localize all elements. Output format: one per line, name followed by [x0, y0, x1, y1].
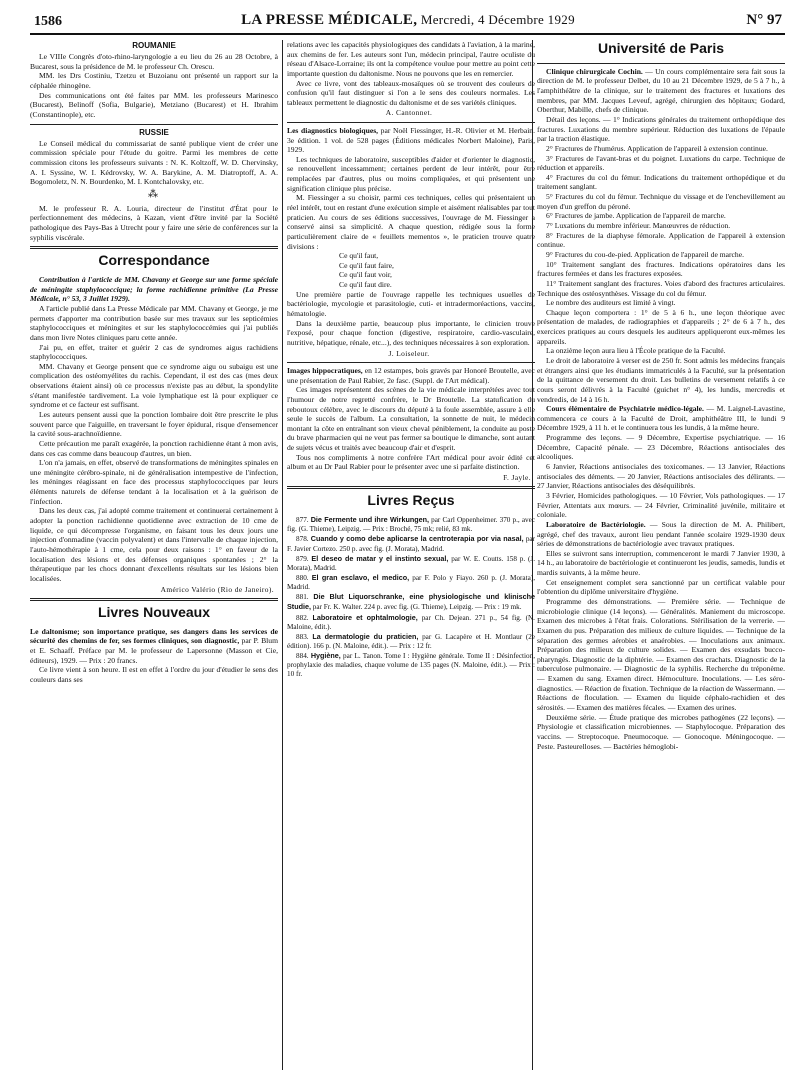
correspondence-subject: Contribution à l'article de MM. Chavany et George sur une forme spéciale de méningite staphylococcique; la forme rachidienne primitive (La Presse Médicale, n° 53, 3 Juillet 1929).	[30, 275, 278, 304]
entry-number: 882.	[296, 613, 309, 622]
book-entry	[287, 366, 535, 385]
received-book-entry	[287, 592, 535, 612]
separator	[30, 246, 278, 249]
paragraph: 6 Janvier, Réactions antisociales des toxicomanes. — 13 Janvier, Réactions antisociales des déments. — 20 Janvier, Réactions antisociales des délirants. — 27 Janvier, Réactions antisociales des déséquilibrés.	[537, 462, 785, 491]
entry-number: 879.	[296, 554, 309, 563]
entry-details: par F. Polo y Fiayo. 260 p. (J. Morata), Madrid.	[287, 574, 535, 592]
issue-number: N° 97	[746, 12, 782, 28]
paragraph: 11° Traitement sanglant des fractures. Voies d'abord des fractures articulaires. Technique des ostéosynthèses. Vissage du col du fémur.	[537, 278, 785, 298]
paragraph: Le VIIIe Congrès d'oto-rhino-laryngologie a eu lieu du 26 au 28 Octobre, à Bucarest, sous la présidence de M. le professeur Ch. Orescu.	[30, 52, 278, 71]
book-details: par Noël Fiessinger, H.-R. Olivier et M. Herbain. 3e édition. 1 vol. de 528 pages (Éditions médicales Norbert Maloine), Paris, 1929.	[287, 125, 535, 155]
received-book-entry	[287, 515, 535, 534]
paragraph: 6° Fractures de jambe. Application de l'appareil de marche.	[546, 211, 726, 221]
entry-details: par Ch. Dejean. 271 p., 54 fig. (N. Maloine, édit.).	[287, 613, 535, 631]
section-heading-livres-nouveaux: Livres Nouveaux	[97, 603, 211, 620]
reviewer-signature: J. Loiseleur.	[388, 348, 430, 358]
paragraph: Programme des leçons. — 9 Décembre, Expertise psychiatrique. — 16 Décembre, Capacité pénale. — 23 Décembre, Réactions antisociales des alcooliques.	[537, 433, 785, 462]
paragraph: Le droit de laboratoire à verser est de 250 fr. Sont admis les médecins français et étrangers ainsi que les étudiants immatriculés à la Faculté, sur la présentation de la quittance de versement du droit. Les bulletins de versement relatifs à ce cours seront délivrés à la Faculté (guichet n° 4), les lundis, mercredis et vendredis, de 14 à 16 h.	[537, 355, 785, 404]
paragraph: 8° Fractures de la diaphyse fémorale. Application de l'appareil à extension continue.	[537, 230, 785, 250]
paragraph: L'on n'a jamais, en effet, observé de transformations de méningites spinales en une méningite cérébro-spinale, ni de généralisation intempestive de l'infection, les méninges réagissant en face des processus staphylococciques par leurs éléments naturels de défense tendant à la localisation et à la guérison de l'infection.	[30, 458, 278, 506]
paragraph: Chaque leçon comportera : 1° de 5 à 6 h., une leçon théorique avec présentation de malades, de radiographies et d'appareils ; 2° de 6 à 7 h., des exercices pratiques au cours desquels les auditeurs appliqueront eux-mêmes les appareils.	[537, 307, 785, 346]
paragraph: 3 Février, Homicides pathologiques. — 10 Février, Vols pathologiques. — 17 Février, Attentats aux mœurs. — 24 Février, Criminalité juvénile, militaire et coloniale.	[537, 490, 785, 520]
paragraph: J'ai pu, en effet, traiter et guérir 2 cas de syndromes aigus rachidiens staphylococciques.	[30, 342, 278, 362]
paragraph: Les techniques de laboratoire, susceptibles d'aider et d'orienter le diagnostic, se renouvellent incessamment; certaines perdent de leur intérêt, pour être remplacées par d'autres, plus ou moins compliquées, et qui présentent une signification clinique plus précise.	[287, 154, 535, 193]
paragraph: Le nombre des auditeurs est limité à vingt.	[546, 298, 676, 308]
paragraph: Programme des démonstrations. — Première série. — Technique de microbiologie clinique (14 leçons). — Généralités. Maniement du microscope. Examen des microbes à l'état frais. Colorations. Stérilisation de la verrerie. — Examen du pus. Préparation des milieux de culture liquides. — Technique de la séparation des germes aérobies et anaérobies. — Inoculations aux animaux. Préparation des milieux de culture solides. — Examen des exsudats bucco-pharyngés. Diagnostic de la diphtérie. — Examen des crachats. Diagnostic de la tuberculose pulmonaire. — Diagnostic de la syphilis. Recherche du tréponème. — Examen du sang. Examen direct. Hémoculture. Inoculations. — Les séro-diagnostics. — Réaction de fixation. Technique de la réaction de Wassermann. — Réactions de floculation. — Examen du liquide céphalo-rachidien et des sérosités. — Examen des matières fécales. — Examen des urines.	[537, 597, 785, 713]
entry-number: 883.	[296, 632, 309, 641]
paragraph: Cette précaution me paraît exagérée, la ponction rachidienne étant à mon avis, dans ces cas comme dans beaucoup d'autres, un bien.	[30, 438, 278, 458]
course-title: Clinique chirurgicale Cochin.	[546, 66, 643, 76]
paragraph: 4° Fractures du col du fémur. Indications du traitement orthopédique et du traitement sanglant.	[537, 172, 785, 192]
paragraph: 2° Fractures de l'humérus. Application de l'appareil à extension continue.	[546, 143, 768, 153]
paragraph: MM. Chavany et George pensent que ce syndrome aigu ou subaigu est une complication des ostéomyélites du rachis. Cependant, il est des cas (mes deux observations étaient ainsi) où ce processus n'existe pas au début, la spondylite s'étant manifestée tardivement. La voie lymphatique est là pour expliquer ce syndrome et ce facteur est suffisant.	[30, 361, 278, 410]
received-book-entry	[287, 632, 535, 651]
asterism: ⁂	[148, 189, 160, 200]
paragraph: Une première partie de l'ouvrage rappelle les techniques usuelles de bactériologie, mycologie et parasitologie, cuti- et intradermoréactions, vaccins, hématologie.	[287, 289, 535, 319]
paragraph: Tous nos compliments à notre confrère l'Art médical pour avoir édité cet album et au Dr Paul Rabier pour le présenter avec une si parfaite distinction.	[287, 452, 535, 472]
entry-number: 880.	[296, 574, 309, 583]
entry-details: par Fr. K. Walter. 224 p. avec fig. (G. Thieme), Leipzig. — Prix : 19 mk.	[310, 603, 522, 612]
book-entry	[30, 627, 278, 666]
entry-details: par F. Javier Cortezo. 250 p. avec fig. (J. Morata), Madrid.	[287, 535, 535, 553]
paragraph: Les auteurs pensent aussi que la ponction lombaire doit être prescrite le plus souvent parce que l'aiguille, en traversant le foyer épidural, risque d'ensemencer la cavité sous-arachnoïdienne.	[30, 409, 278, 439]
entry-title: El gran esclavo, el medico,	[311, 573, 410, 583]
paragraph: Des communications ont été faites par MM. les professeurs Marinesco (Bucarest), Belinoff (Sofia, Bulgarie), Metziano (Bucarest) et H. Ibrahim (Constantinople), etc.	[30, 90, 278, 119]
entry-title: Hygiène,	[310, 651, 341, 661]
section-title-russie: RUSSIE	[139, 127, 169, 137]
separator	[287, 486, 535, 489]
paragraph: A l'article publié dans La Presse Médicale par MM. Chavany et George, je me permets d'apporter ma contribution basée sur mes travaux sur les septicémies staphylococciques et méningites et sur les staphylococcémies qui j'ai publiés dans mon livre Notes cliniques paru cette année.	[30, 303, 278, 342]
received-book-entry	[287, 573, 535, 592]
paragraph: Cet enseignement complet sera sanctionné par un certificat valable pour l'obtention du diplôme universitaire d'hygiène.	[537, 577, 785, 597]
entry-title: Die Blut Liquorschranke, eine physiologische und klinische Studie,	[287, 592, 535, 612]
paragraph: La onzième leçon aura lieu à l'École pratique de la Faculté.	[546, 346, 726, 356]
separator	[287, 122, 535, 123]
course-title: Laboratoire de Bactériologie.	[546, 519, 646, 529]
paragraph: 5° Fractures du col du fémur. Technique du vissage et de l'enchevillement au moyen d'un greffon du péroné.	[537, 192, 785, 211]
journal-title	[28, 12, 788, 29]
paragraph: Le Conseil médical du commissariat de santé publique vient de créer une commission spéciale pour l'étude du goitre. Parmi les membres de cette commission citons les professeurs suivants : N. K. Koltzoff, W. D. Chervinsky, A. I. Syssine, W. I. Kédrovsky, W. A. Barykine, A. M. Diatroptoff, A. A. Bogomoletz, N. N. Bourdenko, M. I. Kontchalovsky, etc.	[30, 138, 278, 187]
section-heading-livres-recus: Livres Reçus	[367, 492, 455, 509]
quoted-line: Ce qu'il faut voir,	[339, 270, 392, 280]
section-title-roumanie: ROUMANIE	[132, 41, 176, 50]
book-title: Le daltonisme; son importance pratique, ses dangers dans les services de sécurité des chemins de fer, ses formes cliniques, son diagnostic,	[30, 626, 278, 646]
column-middle	[287, 40, 535, 1070]
received-book-entry	[287, 534, 535, 553]
column-left	[30, 40, 278, 1070]
course-announcement	[537, 67, 785, 115]
entry-details: par W. E. Coutts. 158 p. (J. Morata), Madrid.	[287, 554, 535, 572]
paragraph: Ces images représentent des scènes de la vie médicale interprétées avec tout l'humour de notre regretté confrère, le Dr Broutelle. La statufication du reboutoux célèbre, avec le discours du député à la foule assemblée, assure à elle seule le succès de l'album. La consultation, la sonnette de nuit, le médecin montant la côte en entraînant son vieux cheval péniblement, la conduite au poste du brave pharmacien qui ne veut pas fermer sa boutique le dimanche, sont autant de sujets vécus et traités avec beaucoup d'air et d'esprit.	[287, 385, 535, 453]
reviewer-signature: F. Jayle.	[503, 473, 531, 483]
paragraph: 7° Luxations du membre inférieur. Manœuvres de réduction.	[546, 221, 731, 231]
quoted-line: Ce qu'il faut faire,	[339, 260, 394, 270]
quoted-line: Ce qu'il faut dire.	[339, 280, 392, 290]
separator	[537, 63, 785, 64]
course-title: Cours élémentaire de Psychiatrie médico-légale.	[546, 404, 704, 414]
journal-name: LA PRESSE MÉDICALE,	[241, 12, 418, 28]
book-title: Images hippocratiques,	[287, 366, 363, 375]
entry-number: 881.	[296, 593, 309, 602]
entry-title: La dermatologie du praticien,	[312, 631, 419, 641]
quoted-line: Ce qu'il faut,	[339, 251, 379, 261]
course-intro: — M. Laignel-Lavastine, commencera ce cours à la Faculté de Droit, amphithéâtre III, le lundi 9 Décembre 1929, à 11 h. et le continuera tous les lundis, à la même heure.	[537, 404, 785, 433]
page-number: 1586	[34, 14, 62, 29]
paragraph: 3° Fractures de l'avant-bras et du poignet. Luxations du carpe. Technique de réduction et appareils.	[537, 153, 785, 173]
paragraph: Avec ce livre, vont des tableaux-mosaïques où se trouvent des couleurs de confusion qu'il faut distinguer si l'on a le sens des couleurs normales. Les tableaux permettent le diagnostic du daltonisme et de ses variétés cliniques.	[287, 78, 535, 107]
author-signature: Américo Valério (Rio de Janeiro).	[160, 584, 274, 594]
received-book-entry	[287, 651, 535, 679]
issue-date: Mercredi, 4 Décembre 1929	[417, 12, 575, 27]
entry-title: Laboratoire et ophtalmologie,	[312, 612, 418, 622]
separator	[287, 362, 535, 363]
received-book-entry	[287, 613, 535, 632]
separator	[30, 598, 278, 601]
course-intro: — Un cours complémentaire sera fait sous la direction de M. le professeur Delbet, du 10 au 21 Décembre 1929, de 5 à 7 h., à l'amphithéâtre de la clinique, sur le traitement des fractures et luxations des membres, par MM. Jacques Leveuf, agrégé, chirurgien des hôpitaux; Godard, Oberthur, Mabille, chefs de clinique.	[537, 66, 785, 115]
entry-number: 884.	[296, 652, 309, 661]
entry-title: Cuando y como debe aplicarse la centroterapia por via nasal,	[310, 534, 524, 544]
paragraph: Ce livre vient à son heure. Il est en effet à l'ordre du jour d'étudier le sens des couleurs dans ses	[30, 665, 278, 684]
paragraph: 10° Traitement sanglant des fractures. Indications opératoires dans les fractures fermées et dans les fractures exposées.	[537, 259, 785, 279]
book-details: en 12 estampes, bois gravés par Honoré Broutelle, avec une présentation de Paul Rabier, 2e fasc. (Suppl. de l'Art médical).	[287, 366, 535, 385]
section-heading-correspondance: Correspondance	[98, 252, 210, 269]
entry-details: par G. Lacapère et H. Montlaur (2e édition). 166 p. (N. Maloine, édit.). — Prix : 12 fr.	[287, 632, 535, 651]
page-header	[28, 6, 788, 28]
column-divider	[282, 40, 283, 1070]
paragraph: Dans la deuxième partie, beaucoup plus importante, le clinicien trouve l'exposé, pour chaque fonction (digestive, respiratoire, cardio-vasculaire, nutritive, hépatique, rénale, etc...), des techniques nécessaires à son exploration.	[287, 318, 535, 347]
paragraph: Détail des leçons. — 1° Indications générales du traitement orthopédique des fractures. Luxations du membre supérieur. Réduction des luxations de l'épaule par la traction élastique.	[537, 114, 785, 144]
section-heading-universite: Université de Paris	[597, 40, 725, 56]
quoted-list	[287, 251, 535, 290]
book-entry	[287, 126, 535, 155]
paragraph: Dans les deux cas, j'ai adopté comme traitement et continuerai certainement à adopter la ponction rachidienne quotidienne avec extraction de 10 cme de liquide, ce qui décompresse l'organisme, en faisant tous les deux jours une injection d'onmadine (vaccin polyvalent) et dans l'intervalle de chaque injection, l'auto-hémothérapie à 1 cme, cela pour deux raisons : 1° en faveur de la localisation des lésions et des défenses organiques spontanées ; 2° la thérapeutique par les chocs donnant d'excellents résultats sur les lésions bien localisées.	[30, 506, 278, 583]
paragraph: Deuxième série. — Étude pratique des microbes pathogènes (22 leçons). — Physiologie et classification microbiennes. — Staphylocoque. Préparation des vaccins. — Streptocoque. Pneumocoque. — Gonocoque. Méningocoque. — Peste. Pasteurelloses. — Bactéries hémoglobi-	[537, 712, 785, 751]
column-right	[537, 40, 785, 1070]
entry-details: par Carl Oppenheimer. 370 p., avec fig. (G. Thieme), Leipzig. — Prix : Broché, 75 mk; relié, 83 mk.	[287, 516, 535, 534]
paragraph: Elles se suivront sans interruption, commenceront le mardi 7 Janvier 1930, à 14 h., au laboratoire de bactériologie et continueront les jeudis, samedis, lundis et mardis suivants, à la même heure.	[537, 548, 785, 578]
course-announcement	[537, 520, 785, 549]
entry-number: 877.	[296, 516, 309, 525]
received-book-entry	[287, 554, 535, 573]
paragraph: 9° Fractures du cou-de-pied. Application de l'appareil de marche.	[546, 249, 744, 259]
book-details: par P. Blum et E. Schaaff. Préface par M. le professeur de Lapersonne (Masson et Cie, éditeurs), 1929. — Prix : 20 francs.	[30, 636, 278, 665]
entry-title: El deseo de matar y el instinto sexual,	[311, 553, 449, 563]
course-announcement	[537, 404, 785, 433]
book-title: Les diagnostics biologiques,	[287, 125, 379, 135]
entry-title: Die Fermente und ihre Wirkungen,	[310, 515, 430, 525]
separator	[30, 124, 278, 125]
course-intro: — Sous la direction de M. A. Philibert, agrégé, chef des travaux, auront lieu pendant l'année scolaire 1929-1930 deux séries de démonstrations de bactériologie avec travaux pratiques.	[537, 519, 785, 549]
paragraph: M. le professeur R. A. Louria, directeur de l'institut d'État pour le perfectionnement des médecins, à Kazan, vient d'être invité par la Société pathologique des Pays-Bas à Utrecht pour y faire une série de conférences sur la syphilis viscérale.	[30, 203, 278, 242]
reviewer-signature: A. Cantonnet.	[385, 108, 433, 118]
paragraph: M. Fiessinger a su choisir, parmi ces techniques, celles qui présentaient un réel intérêt, tout en restant d'une exécution simple et aisément réalisables par tout praticien. Au cours de ses éditions successives, l'ouvrage de M. Fiessinger a conservé ainsi sa simplicité. A chaque question, rédigée sous la forme particulièrement claire de « feuillets mementos », le praticien trouve quatre divisions :	[287, 193, 535, 251]
header-rule	[30, 33, 785, 35]
entry-details: par L. Tanon. Tome I : Hygiène générale. Tome II : Désinfection, prophylaxie des maladies, chaque volume de 135 pages (N. Maloine, édit.). — Prix : 10 fr.	[287, 652, 535, 679]
entry-number: 878.	[296, 535, 309, 544]
paragraph: MM. les Drs Costiniu, Tzetzu et Buzoianu ont présenté un rapport sur la céphalée rhinogène.	[30, 71, 278, 91]
paragraph: relations avec les capacités physiologiques des candidats à l'aviation, à la marine, aux chemins de fer. Les auteurs sont l'un, médecin principal, l'autre oculiste du réseau d'Alsace-Lorraine; ils ont la compétence voulue pour mettre au point cette importante question du daltonisme. Nous ne pouvons que les en remercier.	[287, 40, 535, 78]
